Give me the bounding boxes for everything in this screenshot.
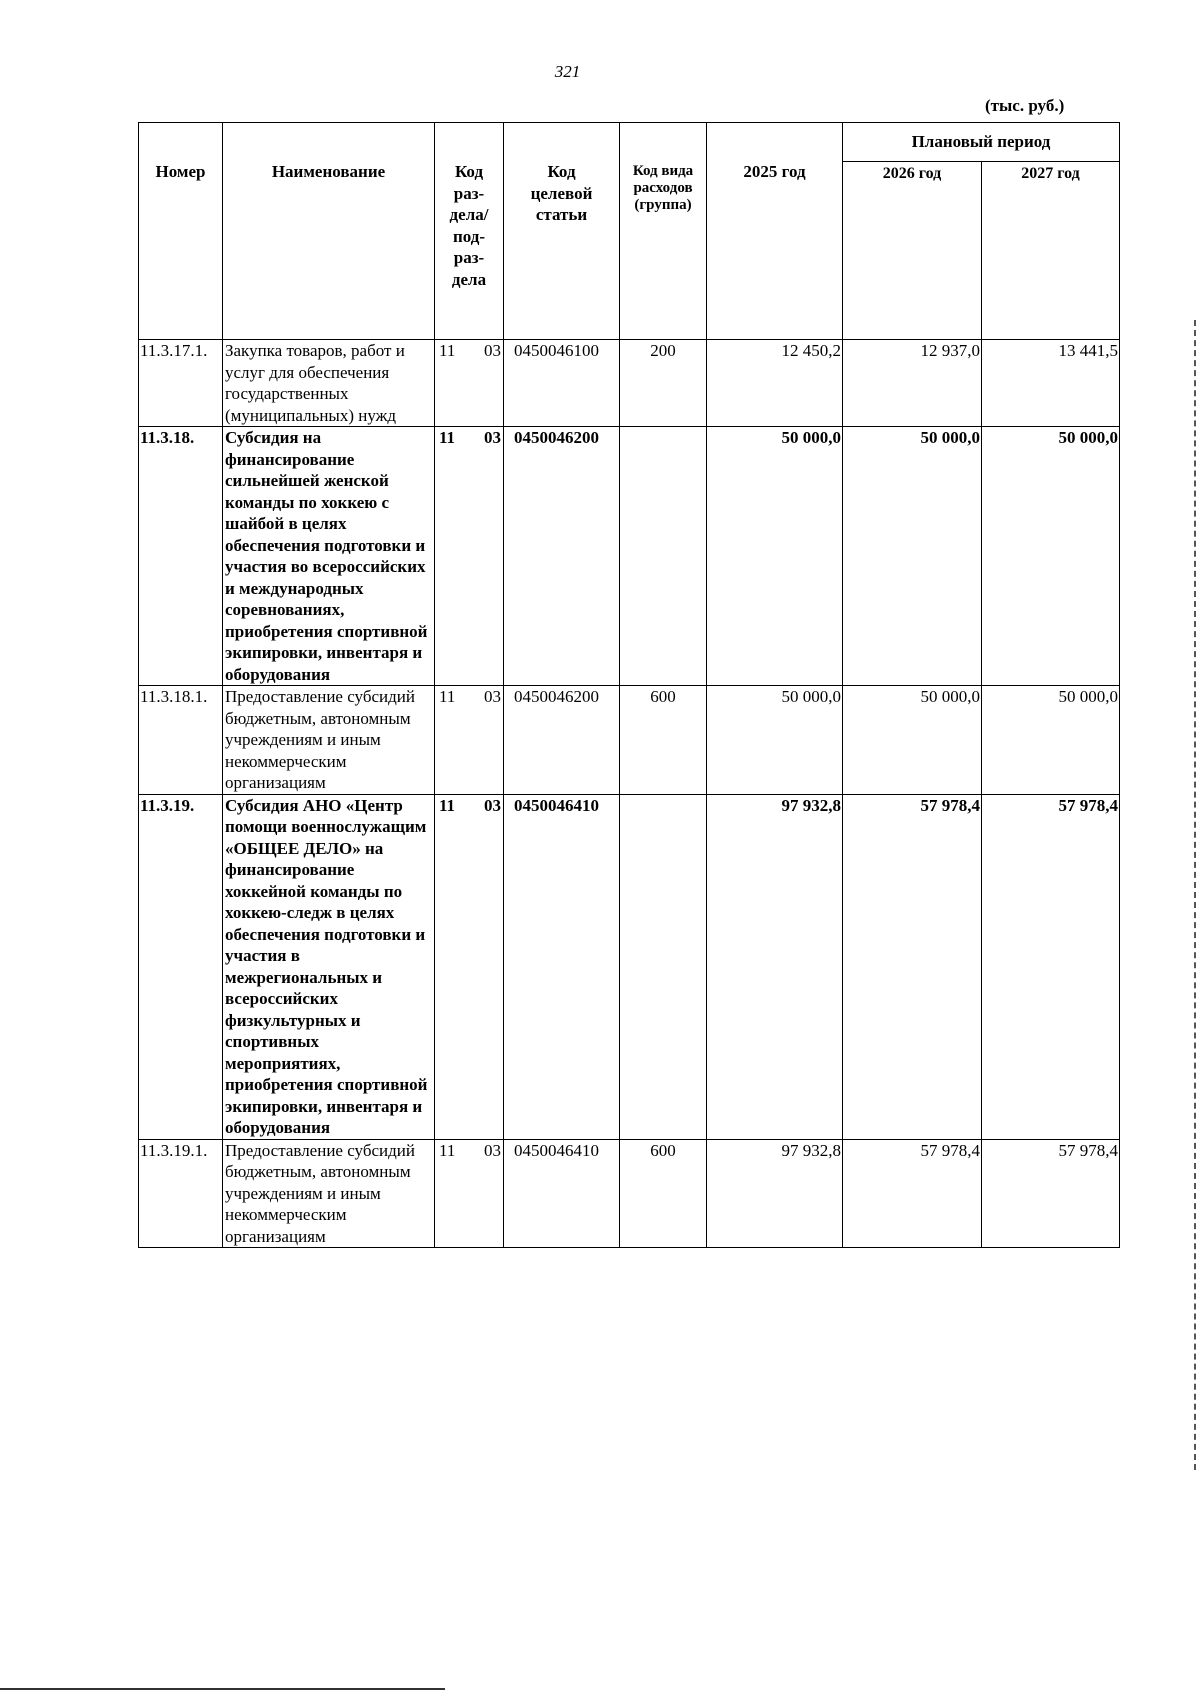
row-expense-group: 600 [620,1139,707,1248]
table-row [139,427,1120,686]
units-label: (тыс. руб.) [985,96,1065,115]
row-amount-2027: 57 978,4 [982,794,1120,1139]
row-amount-2026: 57 978,4 [843,794,982,1139]
row-amount-2027: 13 441,5 [982,340,1120,427]
header-year-2026: 2026 год [843,162,982,340]
header-planned-period: Плановый период [843,123,1120,162]
row-amount-2027: 50 000,0 [982,427,1120,686]
row-section-code [435,686,504,795]
row-target-code: 0450046200 [504,686,620,795]
row-subsection: 03 [484,341,501,360]
row-amount-2025: 97 932,8 [707,1139,843,1248]
row-target-code: 0450046200 [504,427,620,686]
row-expense-group [620,794,707,1139]
row-amount-2026: 50 000,0 [843,427,982,686]
table-row [139,794,1120,1139]
row-amount-2027: 57 978,4 [982,1139,1120,1248]
table-row [139,340,1120,427]
budget-table [138,122,1120,1248]
row-name: Субсидия АНО «Центр помощи военнослужащим «ОБЩЕЕ ДЕЛО» на финансирование хоккейной команды по хоккею-следж в целях обеспечения подготовки и участия в межрегиональных и всероссийских физкультурных и спортивных мероприятиях, приобретения спортивной экипировки, инвентаря и оборудования [223,794,435,1139]
header-year-2025: 2025 год [707,123,843,340]
row-section-code [435,340,504,427]
header-target-code: Код целевой статьи [504,123,620,340]
header-row-top [139,123,1120,162]
row-target-code: 0450046410 [504,1139,620,1248]
row-name: Субсидия на финансирование сильнейшей женской команды по хоккею с шайбой в целях обеспечения подготовки и участия во всероссийских и международных соревнованиях, приобретения спортивной экипировки, инвентаря и оборудования [223,427,435,686]
scan-bottom-line [0,1688,445,1690]
table-row [139,686,1120,795]
row-target-code: 0450046100 [504,340,620,427]
row-subsection: 03 [484,428,501,447]
row-subsection: 03 [484,795,501,815]
header-name: Наименование [223,123,435,340]
row-number: 11.3.19. [139,794,223,1139]
header-expense-type: Код вида расходов (группа) [620,123,707,340]
row-amount-2025: 12 450,2 [707,340,843,427]
row-amount-2027: 50 000,0 [982,686,1120,795]
row-number: 11.3.18.1. [139,686,223,795]
row-expense-group: 200 [620,340,707,427]
row-amount-2026: 57 978,4 [843,1139,982,1248]
row-amount-2026: 50 000,0 [843,686,982,795]
row-section-code [435,427,504,686]
row-number: 11.3.18. [139,427,223,686]
row-number: 11.3.17.1. [139,340,223,427]
row-section-code [435,794,504,1139]
row-target-code: 0450046410 [504,794,620,1139]
row-subsection: 03 [484,1140,501,1160]
scan-edge-marks [1194,320,1200,1470]
row-expense-group [620,427,707,686]
row-number: 11.3.19.1. [139,1139,223,1248]
row-section: 11 [439,795,456,815]
table-row [139,1139,1120,1248]
row-section: 11 [439,1140,456,1160]
row-section: 11 [439,428,456,447]
row-subsection: 03 [484,687,501,706]
row-amount-2025: 50 000,0 [707,427,843,686]
row-name: Закупка товаров, работ и услуг для обеспечения государственных (муниципальных) нужд [223,340,435,427]
header-section-code: Код раз-дела/ под-раз-дела [435,123,504,340]
row-amount-2026: 12 937,0 [843,340,982,427]
row-amount-2025: 50 000,0 [707,686,843,795]
row-name: Предоставление субсидий бюджетным, автономным учреждениям и иным некоммерческим организациям [223,686,435,795]
page-number: 321 [554,62,581,81]
header-number: Номер [139,123,223,340]
row-amount-2025: 97 932,8 [707,794,843,1139]
header-year-2027: 2027 год [982,162,1120,340]
row-expense-group: 600 [620,686,707,795]
row-section: 11 [439,341,456,360]
row-name: Предоставление субсидий бюджетным, автономным учреждениям и иным некоммерческим организациям [223,1139,435,1248]
row-section-code [435,1139,504,1248]
row-section: 11 [439,687,456,706]
